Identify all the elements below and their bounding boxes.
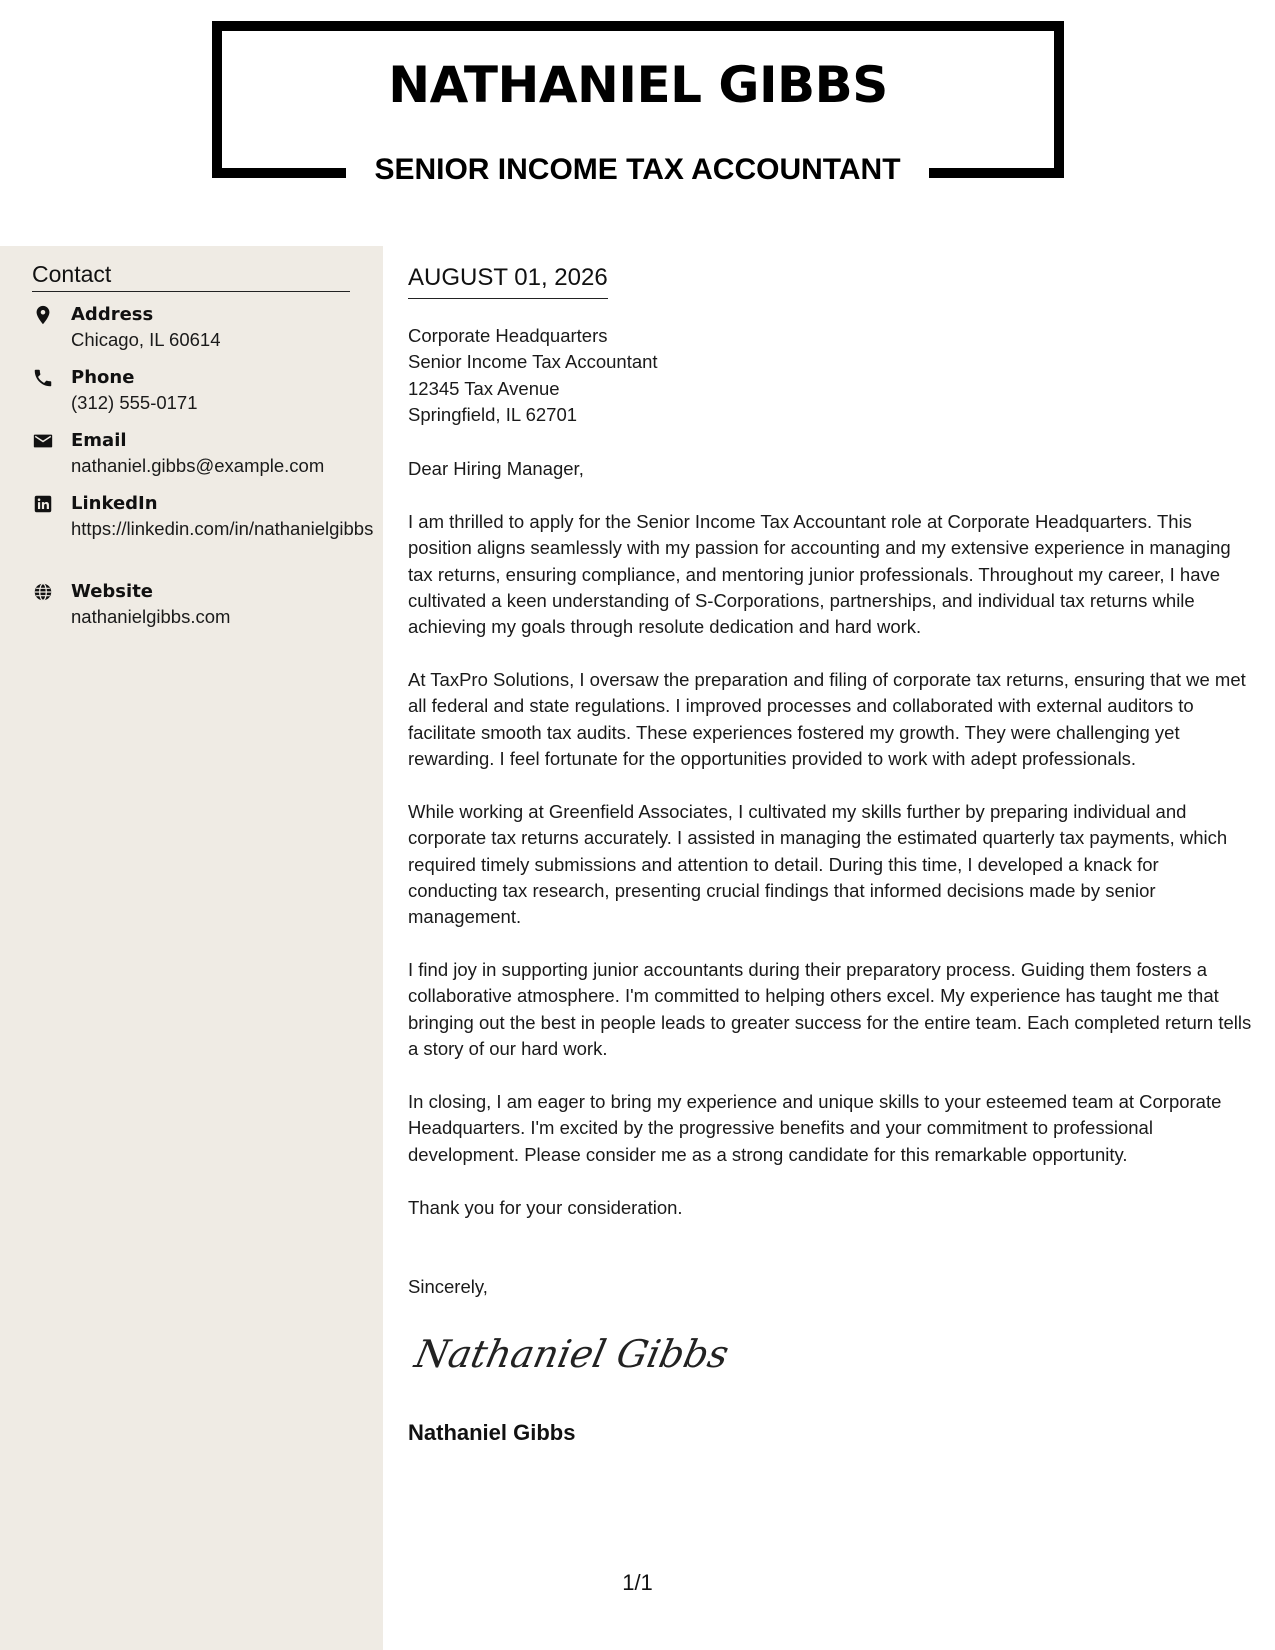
header-frame-bottom-left: [212, 168, 346, 178]
letter-paragraph: I am thrilled to apply for the Senior Income Tax Accountant role at Corporate Headquarters. This position aligns seamlessly with my passion for accounting and my extensive experience in managing tax returns, ensuring compliance, and mentoring junior professionals. Throughout my career, I have cultivated a keen understanding of S-Corporations, partnerships, and individual tax returns while achieving my goals through resolute dedication and hard work.: [408, 511, 1231, 638]
recipient-line: 12345 Tax Avenue: [408, 377, 560, 399]
contact-heading: Contact: [32, 262, 350, 292]
globe-icon: [32, 581, 54, 603]
location-pin-icon: [32, 304, 54, 326]
salutation: Dear Hiring Manager,: [408, 458, 584, 479]
recipient-line: Springfield, IL 62701: [408, 403, 578, 425]
contact-label: LinkedIn: [71, 493, 158, 514]
letter-paragraph: While working at Greenfield Associates, I cultivated my skills further by preparing individual and corporate tax returns accurately. I assisted in managing the estimated quarterly tax payments, which required timely submissions and attention to detail. During this time, I developed a knack for conducting tax research, presenting crucial findings that informed decisions made by senior management.: [408, 801, 1228, 928]
contact-value: nathaniel.gibbs@example.com: [71, 455, 325, 476]
contact-value[interactable]: https://linkedin.com/in/nathanielgibbs: [71, 518, 374, 539]
contact-value: (312) 555-0171: [71, 392, 198, 413]
envelope-icon: [32, 430, 54, 452]
sign-off: Sincerely,: [408, 1276, 488, 1297]
contact-value[interactable]: nathanielgibbs.com: [71, 606, 231, 627]
recipient-address: [408, 323, 1248, 428]
header-frame-bottom-right: [929, 168, 1064, 178]
letter-paragraph: In closing, I am eager to bring my experience and unique skills to your esteemed team at Corporate Headquarters. I'm excited by the progressive benefits and your commitment to professional development. Please consider me as a strong candidate for this remarkable opportunity.: [408, 1091, 1222, 1165]
letter-date: AUGUST 01, 2026: [408, 265, 608, 299]
recipient-line: Corporate Headquarters: [408, 325, 608, 346]
contact-label: Website: [71, 581, 154, 602]
letter-paragraph: At TaxPro Solutions, I oversaw the preparation and filing of corporate tax returns, ensuring that we met all federal and state regulations. I improved processes and collaborated with external auditors to facilitate smooth tax audits. These experiences fostered my growth. They were challenging yet rewarding. I feel fortunate for the opportunities provided to work with adept professionals.: [408, 669, 1246, 769]
phone-icon: [32, 367, 54, 389]
job-title: SENIOR INCOME TAX ACCOUNTANT: [374, 153, 901, 186]
letter-paragraph: I find joy in supporting junior accountants during their preparatory process. Guiding them fosters a collaborative atmosphere. I'm committed to helping others excel. My experience has taught me that bringing out the best in people leads to greater success for the entire team. Each completed return tells a story of our hard work.: [408, 959, 1252, 1059]
signature-text: Nathaniel Gibbs: [410, 1332, 733, 1377]
signer-name: Nathaniel Gibbs: [408, 1420, 576, 1445]
handwritten-signature: [410, 1325, 733, 1385]
recipient-line: Senior Income Tax Accountant: [408, 351, 658, 373]
contact-label: Address: [71, 304, 154, 325]
applicant-name: NATHANIEL GIBBS: [388, 56, 888, 114]
letter-paragraph: Thank you for your consideration.: [408, 1197, 683, 1218]
page-number: 1/1: [622, 1570, 653, 1595]
linkedin-icon: [32, 493, 54, 515]
contact-label: Phone: [71, 367, 135, 388]
contact-value: Chicago, IL 60614: [71, 329, 221, 350]
contact-label: Email: [71, 430, 127, 451]
